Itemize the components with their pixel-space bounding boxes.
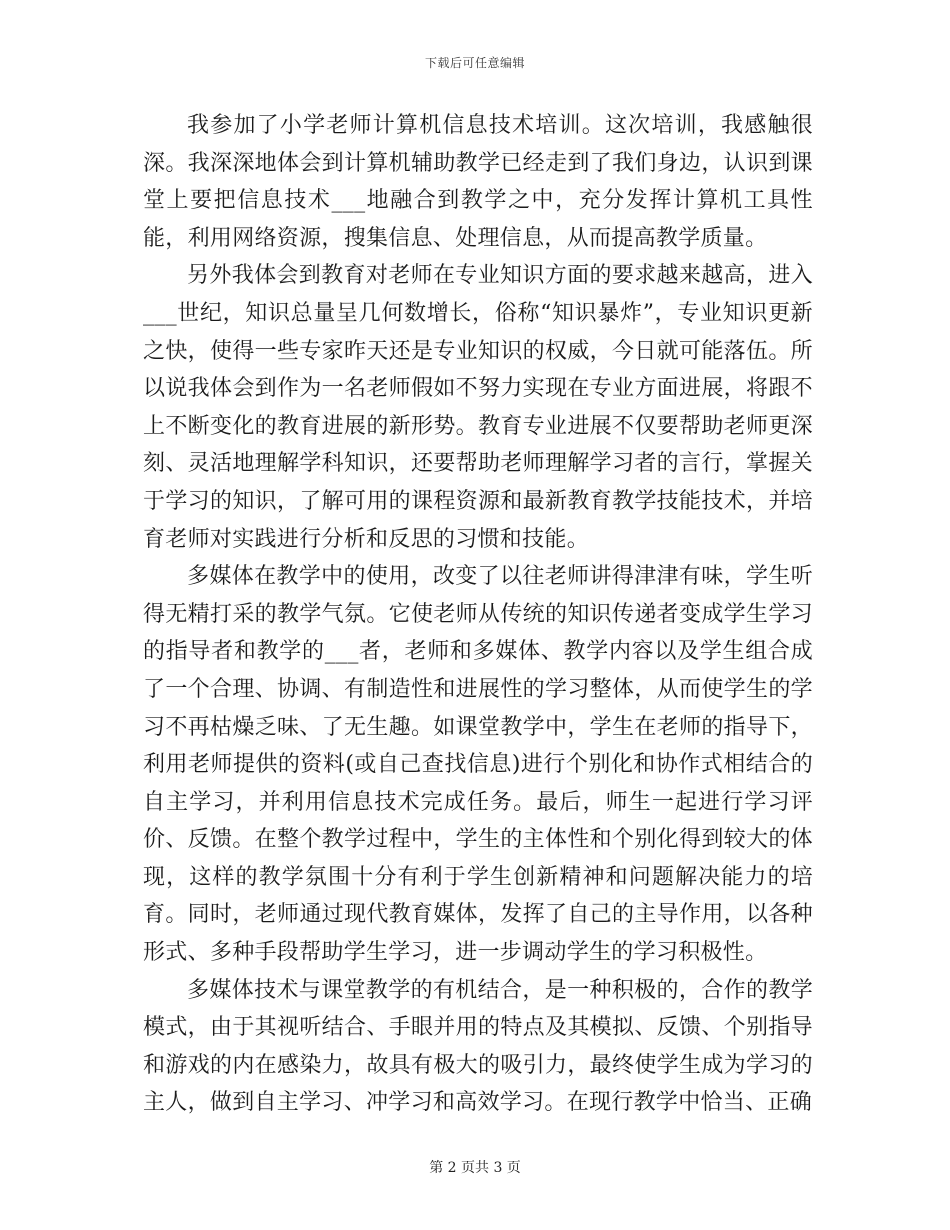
page-number: 第 2 页共 3 页: [429, 1160, 521, 1176]
page-header-note: 下载后可任意编辑: [424, 56, 525, 70]
paragraph-3: 多媒体在教学中的使用，改变了以往老师讲得津津有味，学生听得无精打采的教学气氛。它使老师从传统的知识传递者变成学生学习的指导者和教学的___者，老师和多媒体、教学内容以及学生组合成了一个合理、协调、有制造性和进展性的学习整体，从而使学生的学习不再枯燥乏味、了无生趣。如课堂教学中，学生在老师的指导下，利用老师提供的资料(或自己查找信息)进行个别化和协作式相结合的自主学习，并利用信息技术完成任务。最后，师生一起进行学习评价、反馈。在整个教学过程中，学生的主体性和个别化得到较大的体现，这样的教学氛围十分有利于学生创新精神和问题解决能力的培育。同时，老师通过现代教育媒体，发挥了自己的主导作用，以各种形式、多种手段帮助学生学习，进一步调动学生的学习积极性。: [143, 564, 813, 966]
document-body: [143, 107, 813, 1122]
paragraph-1: 我参加了小学老师计算机信息技术培训。这次培训，我感触很深。我深深地体会到计算机辅助教学已经走到了我们身边，认识到课堂上要把信息技术___地融合到教学之中，充分发挥计算机工具性能，利用网络资源，搜集信息、处理信息，从而提高教学质量。: [143, 113, 813, 251]
paragraph-4: 多媒体技术与课堂教学的有机结合，是一种积极的，合作的教学模式，由于其视听结合、手眼并用的特点及其模拟、反馈、个别指导和游戏的内在感染力，故具有极大的吸引力，最终使学生成为学习的主人，做到自主学习、冲学习和高效学习。在现行教学中恰当、正确: [143, 977, 813, 1116]
paragraph-2: 另外我体会到教育对老师在专业知识方面的要求越来越高，进入___世纪，知识总量呈几何数增长，俗称“知识暴炸”，专业知识更新之快，使得一些专家昨天还是专业知识的权威，今日就可能落伍。所以说我体会到作为一名老师假如不努力实现在专业方面进展，将跟不上不断变化的教育进展的新形势。教育专业进展不仅要帮助老师更深刻、灵活地理解学科知识，还要帮助老师理解学习者的言行，掌握关于学习的知识，了解可用的课程资源和最新教育教学技能技术，并培育老师对实践进行分析和反思的习惯和技能。: [143, 263, 813, 552]
